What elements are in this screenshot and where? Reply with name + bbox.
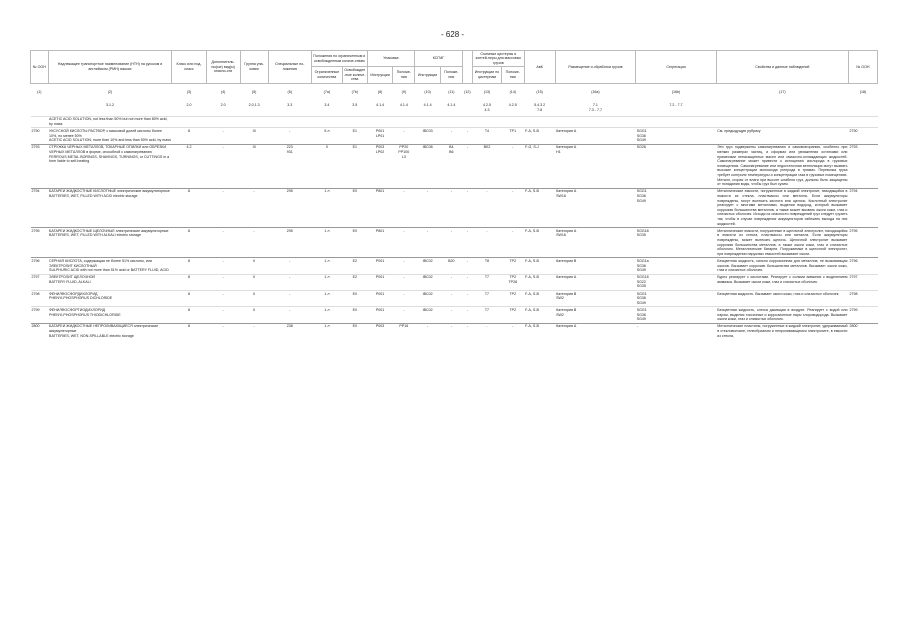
cell-ti: T7: [473, 307, 502, 323]
col-ref: 4.1.4: [399, 103, 408, 108]
cell-pi: P003: [367, 323, 393, 339]
cell-ems: F-A, S-B: [524, 227, 555, 257]
cell-ems: F-A, S-B: [524, 258, 555, 274]
cell-pp: -: [393, 188, 415, 227]
cell-cls: 8: [172, 227, 206, 257]
cell-eq: E1: [342, 128, 367, 144]
cell-lq: 5 л: [311, 128, 342, 144]
cell-pi: P801: [367, 227, 393, 257]
col-code: (14): [509, 89, 516, 94]
hdr-class: Класс или под-класс: [172, 51, 206, 84]
hdr-packing-group: Группа упа-ковки: [240, 51, 268, 84]
cell-ibc: -: [415, 188, 441, 227]
cell-eq: [342, 116, 367, 128]
col-ref: [462, 97, 472, 116]
cell-cls: 8: [172, 128, 206, 144]
col-code: (13): [483, 89, 491, 94]
cell-un: 2790: [31, 128, 49, 144]
cell-ems: F-G, S-J: [524, 144, 555, 188]
col-code: (1): [37, 89, 42, 94]
cell-ti: T8: [473, 258, 502, 274]
col-ref: 7.2 - 7.7: [669, 103, 683, 108]
cell-sp: 295: [268, 227, 311, 257]
cell-un2: 2797: [848, 274, 877, 290]
cell-cls: 8: [172, 258, 206, 274]
cell-sp: -: [268, 290, 311, 306]
hdr-ems: АвК: [524, 51, 555, 84]
cell-prop: См. предыдущую рубрику: [716, 128, 848, 144]
cell-ibp: [440, 116, 462, 128]
cell-name: УКСУСНОЙ КИСЛОТЫ РАСТВОР, с массовой долей кислоты более 10%, но менее 50% ACETIC ACID SOLUTION, more than 10% and less than 50% acid, by mass: [49, 129, 171, 143]
hdr-blank: [462, 51, 472, 84]
cell-sub: -: [206, 323, 240, 339]
cell-pi: P001 LP01: [367, 128, 393, 144]
cell-cls: 8: [172, 307, 206, 323]
col-code: (7b): [351, 89, 358, 94]
cell-pg: III: [240, 144, 268, 188]
cell-sub: [206, 116, 240, 128]
cell-ti: T4: [473, 128, 502, 144]
cell-pp: -: [393, 290, 415, 306]
cell-ti: T7: [473, 290, 502, 306]
cell-un2: 2800: [848, 323, 877, 339]
cell-sp: 223 931: [268, 144, 311, 188]
cell-ibc: IBC02: [415, 290, 441, 306]
hdr-special-provisions: Специальные по-ложения: [268, 51, 311, 84]
col-ref: 3.5: [352, 103, 358, 108]
cell-stow: [555, 116, 636, 128]
cell-stow: Категория A: [555, 323, 636, 339]
cell-un: 2796: [31, 258, 49, 274]
cell-pg: [240, 116, 268, 128]
cell-sp: [268, 116, 311, 128]
cell-sub: -: [206, 258, 240, 274]
cell-prop: Металлические емкости, погруженные в щелочной электролит, находящийся в емкости из стекла, пластмассы или металла. Если аккумуляторы повреждены, может вытекать щелочь. Щелочной электролит вызывает коррозию большинства металлов, а также ожоги кожи, глаз и слизистых оболочек. Металлические батареи. Погружаемые в щелочной электролит, при повреждении наружных емкостей вызывают ожоги.: [717, 228, 848, 256]
cell-un2: 2799: [848, 307, 877, 323]
hdr-properties: Свойства и данные наблюдений: [716, 51, 848, 84]
cell-un: [31, 116, 49, 128]
cell-stow: Категория B SW2: [555, 290, 636, 306]
cell-seg: SGG1 SG36 SG49: [636, 307, 717, 323]
col-code: (12): [464, 89, 471, 94]
cell-ems: F-A, S-B: [524, 323, 555, 339]
cell-ti: [473, 116, 502, 128]
col-code: (5): [251, 89, 257, 94]
cell-prop: Бесцветная жидкость. Вызывает ожоги кожи, глаз и слизистых оболочек.: [716, 290, 848, 306]
cell-ibc: -: [415, 227, 441, 257]
hdr-tanks: Съемные цистерны и контей-неры для массовых грузов: [473, 51, 525, 67]
cell-seg: SGG1 SG36 SG49: [636, 128, 717, 144]
column-code-row: [31, 83, 878, 97]
hdr-ibc-provisions: Положе-ния: [440, 67, 462, 83]
col-code: (15): [536, 89, 543, 94]
cell-pi: P003 LP02: [367, 144, 393, 188]
hdr-segregation: Сегрегация: [636, 51, 717, 84]
col-ref: 4.1.4: [376, 103, 385, 108]
cell-pi: P001: [367, 307, 393, 323]
cell-ibp: -: [440, 188, 462, 227]
cell-sub: -: [206, 227, 240, 257]
cell-ibp: -: [440, 227, 462, 257]
cell-cls: 8: [172, 274, 206, 290]
cell-tp: TP2: [501, 290, 524, 306]
cell-name: БАТАРЕИ ЖИДКОСТНЫЕ ЩЕЛОЧНЫЕ электрические аккумуляторные BATTERIES, WET, FILLED WITH ALKALI electric storage: [48, 227, 172, 257]
col-code: (10): [424, 89, 431, 94]
cell-name: ФЕНИЛФОСФОРДИХЛОРИД PHENYLPHOSPHORUS DICHLORIDE: [48, 290, 172, 306]
cell-prop: Эти груз подвержены самонагреванию и самовозгоранию, особенно при мелких размерах частиц, и сформах или увлажнении остатками или примесями ненасыщенных масел или смазочно-охлаждающих жидкостей. Самонагревание может привести к истощению кислорода в грузовых помещениях. Самонагревание или недостаточная вентиляция могут вызвать высокие концентрации моноксида углерода в трюмах. Перевозка груза требует контроля температуры и концентрации газа в грузовых помещениях. Металл, сгорая от влаги при высоте штабеля груз, должны быть защищены от попадания воды, чтобы груз был сухим.: [717, 145, 848, 187]
cell-pp: -: [393, 307, 415, 323]
cell-sub: -: [206, 188, 240, 227]
hdr-packing-provisions: Положе-ния: [393, 67, 415, 83]
cell-seg: [636, 116, 717, 128]
hdr-limited: Ограниченные количества: [311, 67, 342, 83]
cell-ibp: B20: [440, 258, 462, 274]
cell-pp: -: [393, 258, 415, 274]
cell-name: СЕРНАЯ КИСЛОТА, содержащая не более 51% кислоты, или ЭЛЕКТРОЛИТ КИСЛОТНЫЙ SULPHURIC ACID with not more than 51% acid or BATTERY FLUID, ACID: [48, 258, 172, 274]
col-ref: 2.0: [220, 103, 226, 108]
cell-ibp: -: [440, 323, 462, 339]
cell-prop: Бесцветная жидкость, сильно коррозионная для металлов, не вызывающая ожогов. Вызывает коррозию большинства металлов. Вызывает ожоги кожи, глаз и слизистых оболочек.: [717, 258, 848, 273]
cell-ti: -: [473, 323, 502, 339]
table-row: [31, 274, 878, 290]
cell-ibp: B4 B6: [440, 144, 462, 188]
col-ref: 5.4.3.2 7.8: [534, 103, 546, 112]
cell-c12: -: [462, 128, 472, 144]
col-ref: [31, 97, 49, 116]
cell-pi: P001: [367, 258, 393, 274]
cell-seg: SGG1 SG36 SG49: [636, 290, 717, 306]
cell-sub: -: [206, 128, 240, 144]
cell-eq: E0: [342, 188, 367, 227]
cell-c12: -: [462, 227, 472, 257]
cell-lq: 0: [311, 144, 342, 188]
col-ref: [848, 97, 877, 116]
table-body: [31, 116, 878, 339]
cell-ibp: -: [440, 290, 462, 306]
col-ref: 3.3: [287, 103, 293, 108]
cell-cls: 8: [172, 323, 206, 339]
cell-pp: PP16: [393, 323, 415, 339]
hdr-tank-provisions: Положе-ния: [501, 67, 524, 83]
hdr-un-no: № ООН: [31, 51, 49, 84]
cell-prop: Металлические емкости, погруженные в жидкий электролит, находящийся в емкости из стекла, пластмассы или металла. Если аккумуляторы повреждены, могут вытекать кислота или щелочь. Кислотный электролит реагирует с многими металлами, выделяя водород, который вызывает коррозию большинства металлов, а также может вызвать ожоги кожи, глаз и слизистых оболочек. Исходя из опасности повреждений груз следует грузить так, чтобы в случае повреждения аккумуляторов избежать выхода на них жидкостей.: [717, 189, 848, 226]
cell-name: СТРУЖКА ЧЕРНЫХ МЕТАЛЛОВ, ТОКАРНЫЕ ОПИЛКИ или ОБРЕЗКИ ЧЕРНЫХ МЕТАЛЛОВ в форме, способной к самонагреванию FERROUS METAL BORINGS, SHAVINGS, TURNINGS, or CUTTINGS in a form liable to self-heating: [48, 144, 172, 188]
table-row: [31, 188, 878, 227]
cell-pg: II: [240, 274, 268, 290]
cell-eq: E0: [342, 323, 367, 339]
table-row: [31, 144, 878, 188]
cell-pp: -: [393, 274, 415, 290]
cell-pi: P001: [367, 274, 393, 290]
hdr-packing: Упаковка: [367, 51, 415, 67]
cell-un: 2798: [31, 290, 49, 306]
cell-sp: -: [268, 258, 311, 274]
cell-eq: E0: [342, 307, 367, 323]
cell-stow: Категория B: [555, 258, 636, 274]
cell-ibp: -: [440, 128, 462, 144]
cell-cls: 8: [172, 290, 206, 306]
cell-stow: Категория A H1: [555, 144, 636, 188]
col-code: (4): [220, 89, 226, 94]
col-code: (7a): [323, 89, 331, 94]
cell-lq: 1 л: [311, 227, 342, 257]
cell-lq: 1 л: [311, 274, 342, 290]
cell-stow: Категория B SW2: [555, 307, 636, 323]
col-ref: 7.1 7.3 - 7.7: [588, 103, 602, 112]
cell-ibc: -: [415, 323, 441, 339]
cell-cls: [172, 116, 206, 128]
cell-un2: [848, 116, 877, 128]
cell-un: 2799: [31, 307, 49, 323]
cell-c12: -: [462, 307, 472, 323]
cell-ibc: [415, 116, 441, 128]
table-row: [31, 258, 878, 274]
col-ref: 2.0.1.3: [248, 103, 260, 108]
cell-tp: TP1: [501, 128, 524, 144]
cell-ibp: -: [440, 274, 462, 290]
header-row-1: [31, 51, 878, 67]
cell-stow: Категория A: [555, 128, 636, 144]
cell-ems: F-A, S-B: [524, 290, 555, 306]
cell-c12: -: [462, 188, 472, 227]
col-code: (6): [287, 89, 292, 94]
cell-seg: SGG1 SG36 SG49: [636, 188, 717, 227]
cell-un: 2794: [31, 188, 49, 227]
cell-ti: -: [473, 227, 502, 257]
cell-tp: TP2: [501, 307, 524, 323]
cell-cls: 8: [172, 188, 206, 227]
dangerous-goods-table: [30, 50, 878, 339]
cell-tp: TP2 TP28: [501, 274, 524, 290]
cell-prop: Бесцветная жидкость, слегка дымящая в воздухе. Реагирует с водой или паром, выделяя токсичные и коррозионные пары хлороводорода. Вызывает ожоги кожи, глаз и слизистых оболочек.: [717, 308, 848, 322]
hdr-excepted: Освобожден-ные количе-ства: [344, 68, 366, 82]
cell-name: БАТАРЕИ ЖИДКОСТНЫЕ НЕПРОЛИВАЮЩИЕСЯ электрические аккумуляторные BATTERIES, WET, NON-SPILLABLE electric storage: [48, 323, 172, 339]
cell-un: 2795: [31, 227, 49, 257]
table-row: [31, 323, 878, 339]
col-code: (18): [859, 89, 867, 94]
cell-un: 2800: [31, 323, 49, 339]
cell-c12: [462, 116, 472, 128]
table-row: [31, 128, 878, 144]
cell-sub: -: [206, 144, 240, 188]
cell-ti: -: [473, 188, 502, 227]
cell-pi: P801: [367, 188, 393, 227]
cell-pi: P001: [367, 290, 393, 306]
cell-un2: 2798: [848, 290, 877, 306]
cell-c12: -: [462, 290, 472, 306]
cell-ibc: IBC03: [415, 128, 441, 144]
cell-c12: -: [462, 274, 472, 290]
cell-name: БАТАРЕИ ЖИДКОСТНЫЕ КИСЛОТНЫЕ электрические аккумуляторные BATTERIES, WET, FILLED WITH ACID electric storage: [48, 188, 172, 227]
hdr-ibc: КСГМГ: [415, 51, 463, 67]
col-code: (16a): [591, 89, 600, 94]
cell-ibp: -: [440, 307, 462, 323]
cell-pp: [393, 116, 415, 128]
cell-lq: 1 л: [311, 188, 342, 227]
cell-seg: SGG1a SG36 SG49: [636, 258, 717, 274]
cell-lq: 1 л: [311, 323, 342, 339]
cell-pg: III: [240, 128, 268, 144]
hdr-stowage: Размещение и обработка грузов: [555, 51, 636, 84]
col-ref: 3.4: [324, 103, 330, 108]
table-row: [31, 116, 878, 128]
col-ref: 3.1.2: [106, 103, 115, 108]
hdr-limited-group: Положения по ограниченным и освобожденным количе-ствам: [311, 51, 367, 67]
cell-tp: -: [501, 144, 524, 188]
cell-ems: F-A, S-B: [524, 128, 555, 144]
cell-seg: SGG18 SG35: [636, 227, 717, 257]
cell-c12: -: [462, 323, 472, 339]
col-ref: 4.1.4: [423, 103, 432, 108]
cell-pg: -: [240, 188, 268, 227]
cell-tp: TP2: [501, 258, 524, 274]
page-number: - 628 -: [440, 30, 465, 39]
cell-stow: Категория A: [555, 274, 636, 290]
cell-pg: II: [240, 290, 268, 306]
cell-eq: E0: [342, 227, 367, 257]
cell-name: ФЕНИЛФОСФОРТИОДИХЛОРИД PHENYLPHOSPHORUS THIODICHLORIDE: [48, 307, 172, 323]
cell-pp: -: [393, 227, 415, 257]
cell-lq: [311, 116, 342, 128]
col-code: (3): [186, 89, 192, 94]
cell-cls: 4.2: [172, 144, 206, 188]
table-row: [31, 290, 878, 306]
col-code: (8): [377, 89, 383, 94]
cell-ems: F-A, S-B: [524, 274, 555, 290]
col-code: (2): [107, 89, 113, 94]
hdr-subsidiary: Дополнитель-ны(ые) вид(ы) опасно-сти: [206, 51, 240, 84]
cell-un2: 2793: [848, 144, 877, 188]
cell-sp: -: [268, 274, 311, 290]
col-ref: [716, 97, 848, 116]
cell-c12: -: [462, 144, 472, 188]
cell-pg: II: [240, 258, 268, 274]
cell-stow: Категория A SW16: [555, 188, 636, 227]
cell-sp: 295: [268, 188, 311, 227]
hdr-ibc-instructions: Инструкции: [415, 67, 441, 83]
col-ref: 4.2.5: [508, 103, 517, 108]
cell-eq: E0: [342, 290, 367, 306]
cell-ibc: IBC02: [415, 258, 441, 274]
cell-un2: 2790: [848, 128, 877, 144]
cell-pp: -: [393, 128, 415, 144]
cell-sub: -: [206, 274, 240, 290]
cell-sp: -: [268, 128, 311, 144]
col-ref: 4.2.5 4.3: [482, 103, 491, 112]
cell-eq: E2: [342, 274, 367, 290]
cell-lq: 1 л: [311, 290, 342, 306]
cell-prop: [716, 116, 848, 128]
cell-c12: -: [462, 258, 472, 274]
cell-ibc: IBC02: [415, 307, 441, 323]
hdr-packing-instructions: Инструкции: [367, 67, 393, 83]
cell-seg: -: [636, 323, 717, 339]
cell-name: ACETIC ACID SOLUTION, not less than 50% but not more than 80% acid, by mass: [48, 116, 172, 128]
cell-eq: E1: [342, 144, 367, 188]
cell-seg: SG26: [636, 144, 717, 188]
cell-prop: Бурно реагирует с кислотами. Реагирует с солями аммония с выделением аммиака. Вызывает ожоги кожи, глаз и слизистых оболочек.: [716, 274, 848, 290]
cell-tp: -: [501, 323, 524, 339]
cell-ems: F-A, S-B: [524, 188, 555, 227]
cell-ti: BK2: [473, 144, 502, 188]
cell-pg: II: [240, 307, 268, 323]
table-row: [31, 307, 878, 323]
cell-eq: E2: [342, 258, 367, 274]
column-reference-row: [31, 97, 878, 116]
cell-ems: F-A, S-B: [524, 307, 555, 323]
cell-pg: -: [240, 227, 268, 257]
hdr-un-no-end: № ООН: [848, 51, 877, 84]
cell-tp: -: [501, 227, 524, 257]
cell-ems: [524, 116, 555, 128]
col-code: (11): [448, 89, 455, 94]
cell-name: ЭЛЕКТРОЛИТ ЩЕЛОЧНОЙ BATTERY FLUID, ALKALI: [48, 274, 172, 290]
cell-pi: [367, 116, 393, 128]
cell-lq: 1 л: [311, 307, 342, 323]
cell-ti: T7: [473, 274, 502, 290]
col-code: (9): [401, 89, 407, 94]
hdr-tank-instructions: Инструкции по цистернам: [473, 67, 502, 83]
cell-tp: [501, 116, 524, 128]
cell-sub: -: [206, 307, 240, 323]
cell-un2: 2796: [848, 258, 877, 274]
cell-lq: 1 л: [311, 258, 342, 274]
col-ref: 2.0: [186, 103, 192, 108]
cell-seg: SGG18 SG22 SG35: [636, 274, 717, 290]
cell-pp: PP20 PP100 L3: [393, 144, 415, 188]
cell-tp: -: [501, 188, 524, 227]
cell-ibc: IBC08: [415, 144, 441, 188]
cell-sub: -: [206, 290, 240, 306]
cell-un: 2793: [31, 144, 49, 188]
cell-un2: 2795: [848, 227, 877, 257]
cell-un: 2797: [31, 274, 49, 290]
cell-prop: Металлические пластины, погруженные в жидкий электролит, удерживаемый в стекловолокне, гелеобразном и непроливающемся электролите, в емкости из стекла,: [717, 324, 848, 338]
cell-sp: -: [268, 307, 311, 323]
cell-un2: 2794: [848, 188, 877, 227]
cell-ibc: IBC02: [415, 274, 441, 290]
cell-pg: -: [240, 323, 268, 339]
col-code: (16b): [671, 89, 681, 94]
col-ref: 4.1.4: [447, 103, 456, 108]
cell-stow: Категория A SW16: [555, 227, 636, 257]
hdr-name: Надлежащее транспортное наименование (НТН) на русском и английском (РМН) языках: [48, 51, 172, 84]
col-code: (17): [779, 89, 786, 94]
cell-sp: 238: [268, 323, 311, 339]
table-row: [31, 227, 878, 257]
